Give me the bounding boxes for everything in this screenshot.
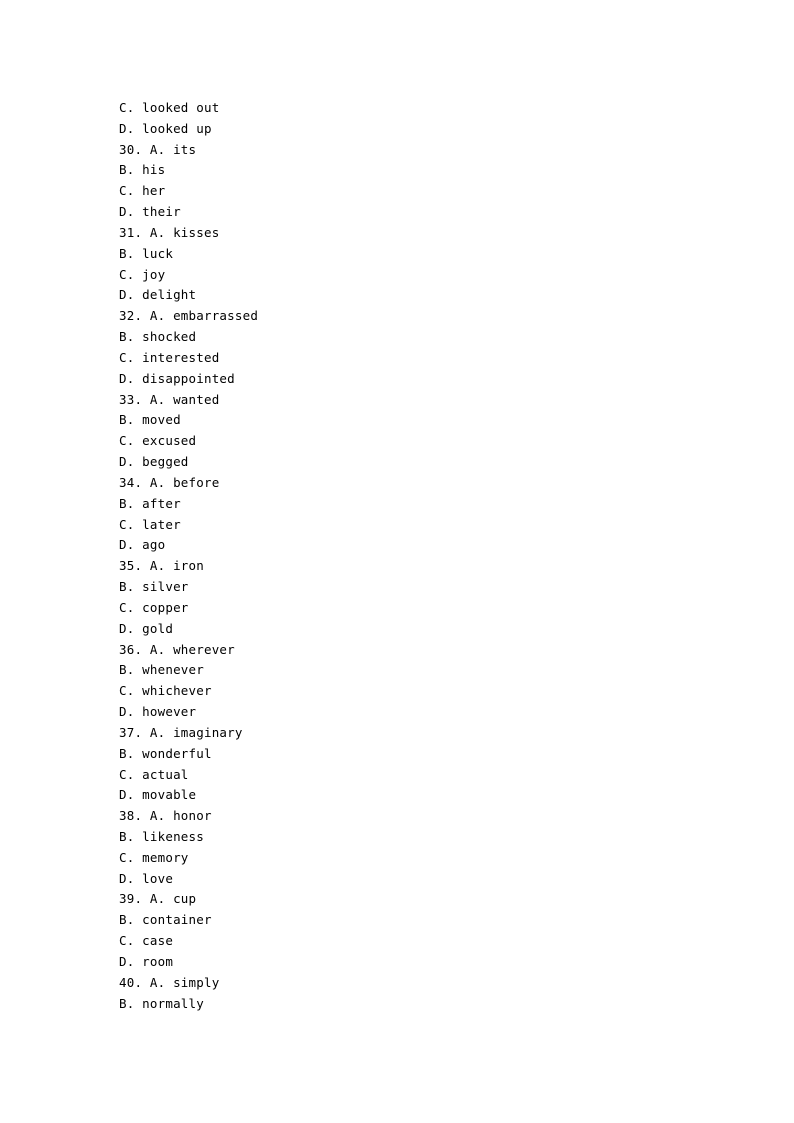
option-line: B. wonderful xyxy=(119,745,212,761)
option-line: 33. A. wanted xyxy=(119,391,220,407)
option-line: 40. A. simply xyxy=(119,974,220,990)
option-line: C. actual xyxy=(119,766,189,782)
option-line: C. case xyxy=(119,933,174,949)
option-line: D. looked up xyxy=(119,120,212,136)
option-line: D. ago xyxy=(119,537,166,553)
option-line: B. whenever xyxy=(119,662,204,678)
option-line: C. later xyxy=(119,516,181,532)
option-line: C. interested xyxy=(119,349,220,365)
option-line: B. silver xyxy=(119,579,189,595)
answer-options-list xyxy=(119,98,258,1014)
option-line: C. copper xyxy=(119,599,189,615)
option-line: D. their xyxy=(119,204,181,220)
option-line: 31. A. kisses xyxy=(119,224,220,240)
option-line: B. container xyxy=(119,912,212,928)
option-line: 36. A. wherever xyxy=(119,641,235,657)
option-line: C. joy xyxy=(119,266,166,282)
option-line: B. shocked xyxy=(119,329,197,345)
option-line: D. movable xyxy=(119,787,197,803)
option-line: 30. A. its xyxy=(119,141,197,157)
option-line: B. likeness xyxy=(119,828,204,844)
option-line: 34. A. before xyxy=(119,474,220,490)
option-line: B. moved xyxy=(119,412,181,428)
option-line: 39. A. cup xyxy=(119,891,197,907)
option-line: 38. A. honor xyxy=(119,808,212,824)
option-line: D. delight xyxy=(119,287,197,303)
option-line: C. memory xyxy=(119,849,189,865)
option-line: 37. A. imaginary xyxy=(119,724,243,740)
option-line: C. her xyxy=(119,183,166,199)
option-line: 35. A. iron xyxy=(119,558,204,574)
option-line: C. excused xyxy=(119,433,197,449)
option-line: D. disappointed xyxy=(119,370,235,386)
option-line: B. after xyxy=(119,495,181,511)
option-line: B. luck xyxy=(119,245,174,261)
option-line: C. looked out xyxy=(119,100,220,115)
option-line: D. begged xyxy=(119,454,189,470)
option-line: D. gold xyxy=(119,620,174,636)
option-line: C. whichever xyxy=(119,683,212,699)
option-line: 32. A. embarrassed xyxy=(119,308,259,324)
option-line: D. however xyxy=(119,704,197,720)
option-line: D. room xyxy=(119,953,174,969)
option-line: B. his xyxy=(119,162,166,178)
option-line: B. normally xyxy=(119,995,204,1011)
option-line: D. love xyxy=(119,870,174,886)
